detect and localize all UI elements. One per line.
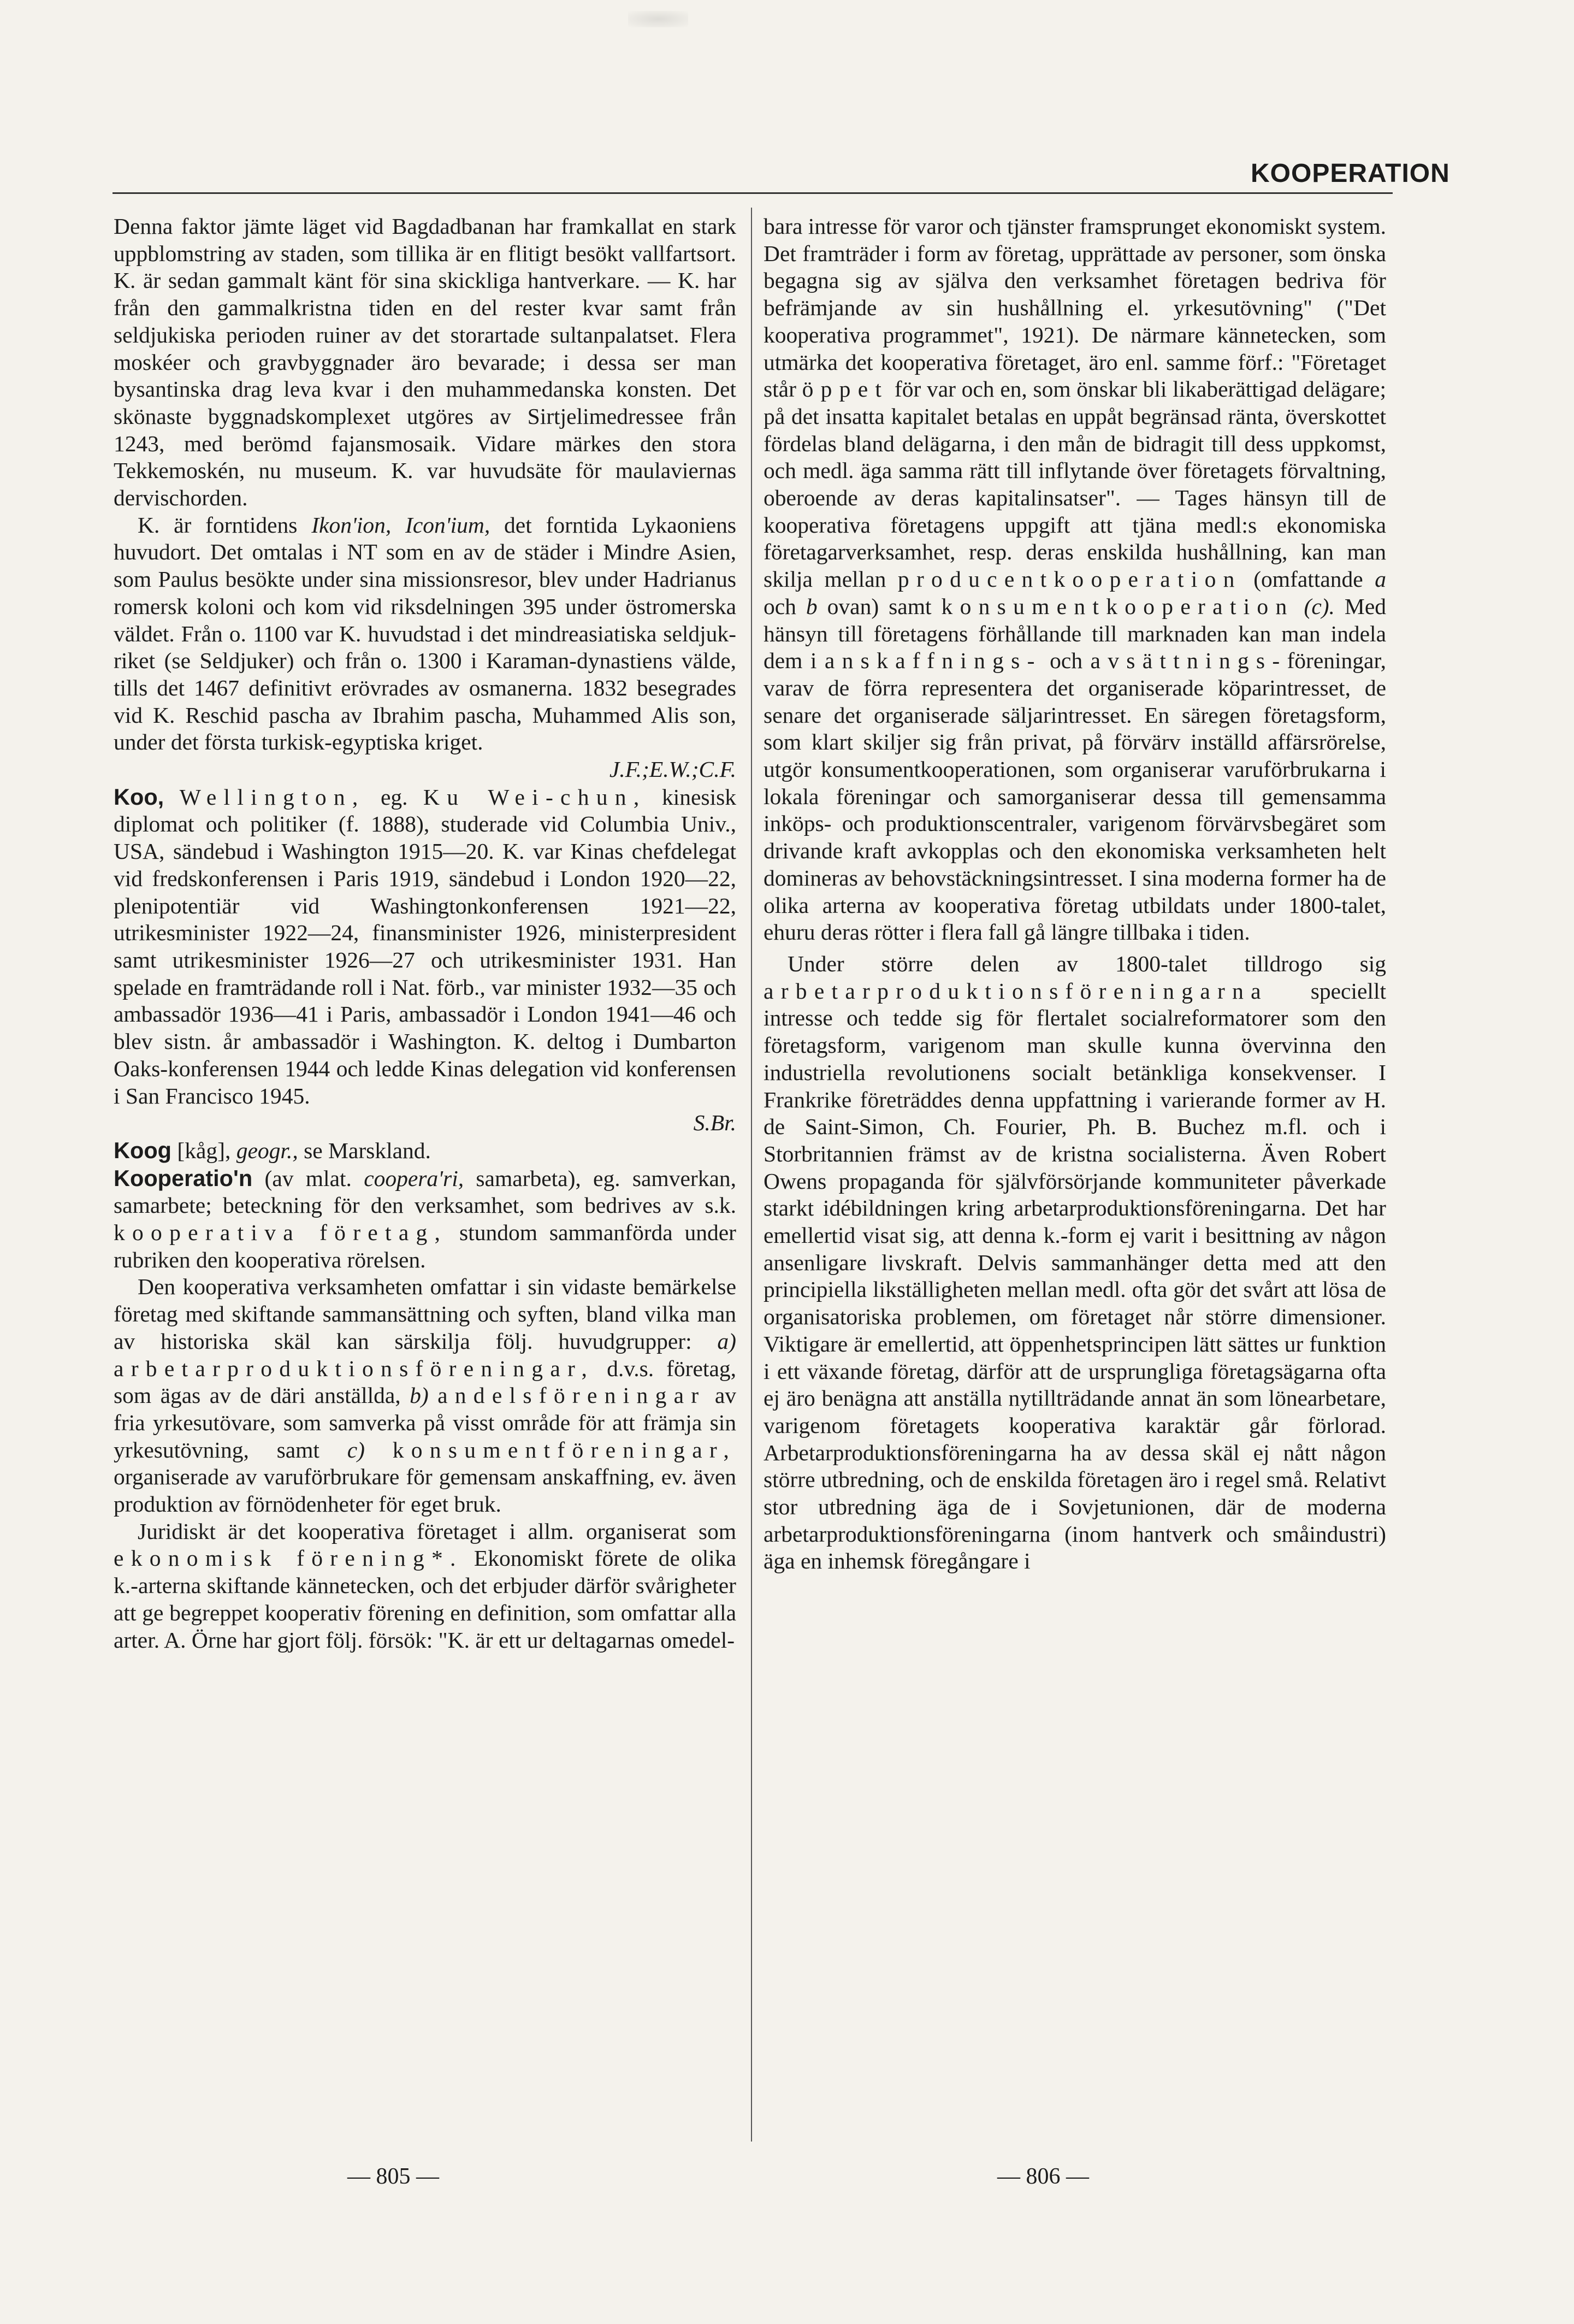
headword-koo: Koo, (114, 783, 164, 810)
text-run: Med hänsyn till företagens förhållande till marknaden kan man indela dem i (764, 593, 1387, 674)
page-number-left: — 805 — (347, 2164, 439, 2189)
text-run: Ekonomiskt förete de olika k.-arterna skiftande kännetecken, och det erbjuder därför svårigheter att ge begreppet kooperativ förening en definition, som omfattar alla arter. A. Örne har gjort följ. försök: "K. är ett ur deltagarnas omedel- (114, 1546, 736, 1653)
text-run: och (764, 593, 806, 619)
column-divider (751, 208, 752, 2142)
text-run: K. är forntidens (138, 512, 312, 538)
spaced-term: kooperativa företag, (114, 1220, 448, 1246)
kooperation-paragraph-4 (764, 213, 1386, 946)
text-run: samarbeta), eg. samverkan, samarbete; beteckning för den verksamhet, som bedrives av s.k. (114, 1165, 736, 1218)
text-run: det forntida Lykaoniens huvudort. Det omtalas i NT som en av de städer i Mindre Asien, som Paulus besökte under sina missionsresor, blev under Hadrianus romersk koloni och kom vid riksdelningen 395 under östromerska väldet. Från o. 1100 var K. huvudstad i det mindreasiatiska seldjuk-riket (se Seldjuker) och från o. 1300 i Karaman-dynastiens välde, tills det 1467 definitivt erövrades av osmanerna. 1832 besegrades vid K. Reschid pascha av Ibrahim pascha, Muhammed Alis son, under det första turkisk-egyptiska kriget. (114, 512, 736, 755)
text-run: och (1042, 648, 1091, 674)
italic-run: coopera'ri, (364, 1165, 464, 1191)
entry-koog (114, 1137, 736, 1165)
text-run: Under större delen av 1800-talet tilldrogo sig (788, 951, 1386, 976)
left-column (114, 213, 736, 1654)
text-run: ovan) samt (817, 593, 942, 619)
spaced-term: konsumentkooperation (941, 593, 1294, 619)
text-run: av fria yrkesutövare, som samverka på visst område för att främja sin yrkesutövning, samt (114, 1383, 736, 1462)
spaced-name: Ku Wei-chun, (423, 784, 647, 810)
list-marker: a (1375, 567, 1386, 592)
text-run: (av mlat. (252, 1165, 364, 1191)
spaced-name: Wellington, (179, 784, 365, 810)
spaced-term: andelsföreningar (437, 1383, 706, 1408)
entry-koo (114, 783, 736, 1137)
text-run: [kåg], (171, 1137, 236, 1163)
kooperation-paragraph-3 (114, 1518, 736, 1654)
konya-paragraph-2 (114, 512, 736, 783)
list-marker: c) (347, 1437, 365, 1462)
konya-paragraph-1: Denna faktor jämte läget vid Bagdadbanan har framkallat en stark uppblomstring av staden, som tillika är en flitigt besökt vallfartsort. K. är sedan gammalt känt för sina skickliga hantverkare. — K. har från den gammalkristna tiden en del rester kvar samt från seldjukiska perioden ruiner av det storartade sultanpalatset. Flera moskéer och gravbyggnader äro bevarade; i dessa ser man bysantinska drag leva kvar i den muhammedanska konsten. Det skönaste byggnadskomplexet utgöres av Sirtjelimedressee från 1243, med berömd fajansmosaik. Vidare märkes den stora Tekkemoskén, nu museum. K. var huvudsäte för maulaviernas dervischorden. (114, 214, 736, 511)
spaced-term: arbetarproduktionsföreningar, (114, 1355, 595, 1381)
kooperation-paragraph-2 (114, 1273, 736, 1518)
author-signature: S.Br. (693, 1110, 736, 1136)
spaced-term: ekonomisk förening*. (114, 1546, 463, 1571)
text-run: stundom sammanförda under rubriken den kooperativa rörelsen. (114, 1220, 736, 1272)
text-run: organiserade av varuförbrukare för gemensam anskaffning, ev. även produktion av förnödenheter för eget bruk. (114, 1464, 736, 1517)
spaced-term: öppet (802, 376, 889, 402)
spaced-term: anskaffnings- (824, 648, 1042, 674)
text-run: bara intresse för varor och tjänster framsprunget ekonomiskt system. Det framträder i form av företag, upprättade av personer, som önska begagna sig av själva den verksamhet företagen bedriva för befrämjande av sin hushållning el. yrkesutövning" ("Det kooperativa programmet", 1921). De närmare kännetecken, som utmärka det kooperativa företaget, äro enl. samme förf.: "Företaget står (764, 214, 1386, 402)
list-marker: a) (717, 1328, 736, 1354)
author-signature: J.F.;E.W.;C.F. (609, 757, 736, 782)
text-run: d.v.s. företag, som ägas av de däri anställda, (114, 1355, 736, 1408)
text-run: se Marskland. (298, 1137, 431, 1163)
text-run: Den kooperativa verksamheten omfattar i sin vidaste bemärkelse företag med skiftande sammansättning och syften, bland vilka man av historiska skäl kan särskilja följ. huvudgrupper: (114, 1274, 736, 1354)
spaced-term: arbetarproduktionsföreningarna (764, 978, 1268, 1004)
text-run: speciellt intresse och tedde sig för flertalet socialreformatorer som den företagsform, varigenom man skulle kunna övervinna den industriella revolutionens socialt betänkliga konsekvenser. I Frankrike företräddes denna uppfattning i varierande former av H. de Saint-Simon, Ch. Fourier, Ph. B. Buchez m.fl. och i Storbritannien främst av de kristna socialisterna. Även Robert Owens propaganda för självförsörjande kommuniteter påverkade starkt idébildningen kring arbetarproduktionsföreningarna. Det har emellertid visat sig, att denna k.-form ej varit i besittning av någon ansenligare livskraft. Delvis sammanhänger detta med att den principiella likställigheten mellan medl. ofta gör det svårt att lösa de organisatoriska problemen, om företaget når större dimensioner. Viktigare är emellertid, att öppenhetsprincipen lätt sättes ur funktion i ett växande företag, därför att de ursprungliga företagsägarna ofta ej äro benägna att anställa nytillträdande annat än som lönearbetare, varigenom företagets kooperativa karaktär går förlorad. Arbetarproduktionsföreningarna ha av dessa skäl ej nått någon större utbredning, och de enskilda företagen äro i regel små. Relativt stor utbredning äga de i Sovjetunionen, där de moderna arbetarproduktionsföreningarna (inom hantverk och småindustri) äga en inhemsk föregångare i (764, 978, 1386, 1574)
text-run: kinesisk diplomat och politiker (f. 1888), studerade vid Columbia Univ., USA, sändebud i Washington 1915—20. K. var Kinas chefdelegat vid fredskonferensen i Paris 1919, sändebud i London 1920—22, plenipotentiär vid Washingtonkonferensen 1921—22, utrikesminister 1922—24, finansminister 1926, ministerpresident samt utrikesminister 1926—27 och utrikesminister 1931. Han spelade en framträdande roll i Nat. förb., var minister 1932—35 och ambassadör 1936—41 i Paris, ambassadör i London 1941—46 och blev sistn. år ambassadör i Washington. K. deltog i Dumbarton Oaks-konferensen 1944 och ledde Kinas delegation vid konferensen i San Francisco 1945. (114, 784, 737, 1108)
text-run: Juridiskt är det kooperativa företaget i allm. organiserat som (138, 1518, 736, 1544)
text-run: eg. (365, 784, 424, 810)
spaced-term: avsättnings- (1090, 648, 1287, 674)
ancient-name: Ikon'ion, Icon'ium, (311, 512, 490, 538)
header-rule (113, 192, 1393, 194)
text-run: (omfattande (1241, 567, 1375, 592)
text-run: för var och en, som önskar bli likaberättigad delägare; på det insatta kapitalet betalas en uppåt begränsad ränta, överskottet fördelas bland delägarna, i den mån de bidragit till dess uppkomst, och medl. äga samma rätt till inflytande över företagets förvaltning, oberoende av deras kapitalinsatser". — Tages hänsyn till de kooperativa företagens uppgift att tjäna medl:s ekonomiska företagarverksamhet, resp. deras enskilda hushållning, kan man skilja mellan (764, 376, 1387, 592)
headword-kooperation: Kooperatio'n (114, 1165, 253, 1191)
page-number-right: — 806 — (997, 2164, 1089, 2189)
scan-speck (628, 11, 688, 27)
list-marker: b (806, 593, 818, 619)
list-marker: (c). (1304, 593, 1335, 619)
text-run: föreningar, varav de förra representera det organiserade köparintresset, de senare det organiserade säljarintresset. En säregen företagsform, som klart skiljer sig från privat, på förvärv inställd affärsrörelse, utgör konsumentkooperationen, som organiserar varuförbrukarna i lokala föreningar och samorganiserar dessa till gemensamma inköps- och produktionscentraler, varigenom förvärvsbegäret som drivande kraft avkopplas och den ekonomiska verksamheten helt domineras av behovstäckningsintresset. I sina moderna former ha de olika arterna av kooperativa företag utbildats under 1800-talet, ehuru deras rötter i flera fall gå längre tillbaka i tiden. (764, 648, 1386, 945)
spaced-term: producentkooperation (897, 567, 1242, 592)
right-column (764, 213, 1386, 1575)
spaced-term: konsumentföreningar, (392, 1437, 736, 1462)
kooperation-paragraph-5 (764, 951, 1386, 1575)
list-marker: b) (410, 1383, 429, 1408)
running-head: KOOPERATION (1251, 159, 1450, 188)
italic-run: geogr., (236, 1137, 298, 1163)
entry-kooperation (114, 1165, 736, 1274)
headword-koog: Koog (114, 1137, 172, 1163)
